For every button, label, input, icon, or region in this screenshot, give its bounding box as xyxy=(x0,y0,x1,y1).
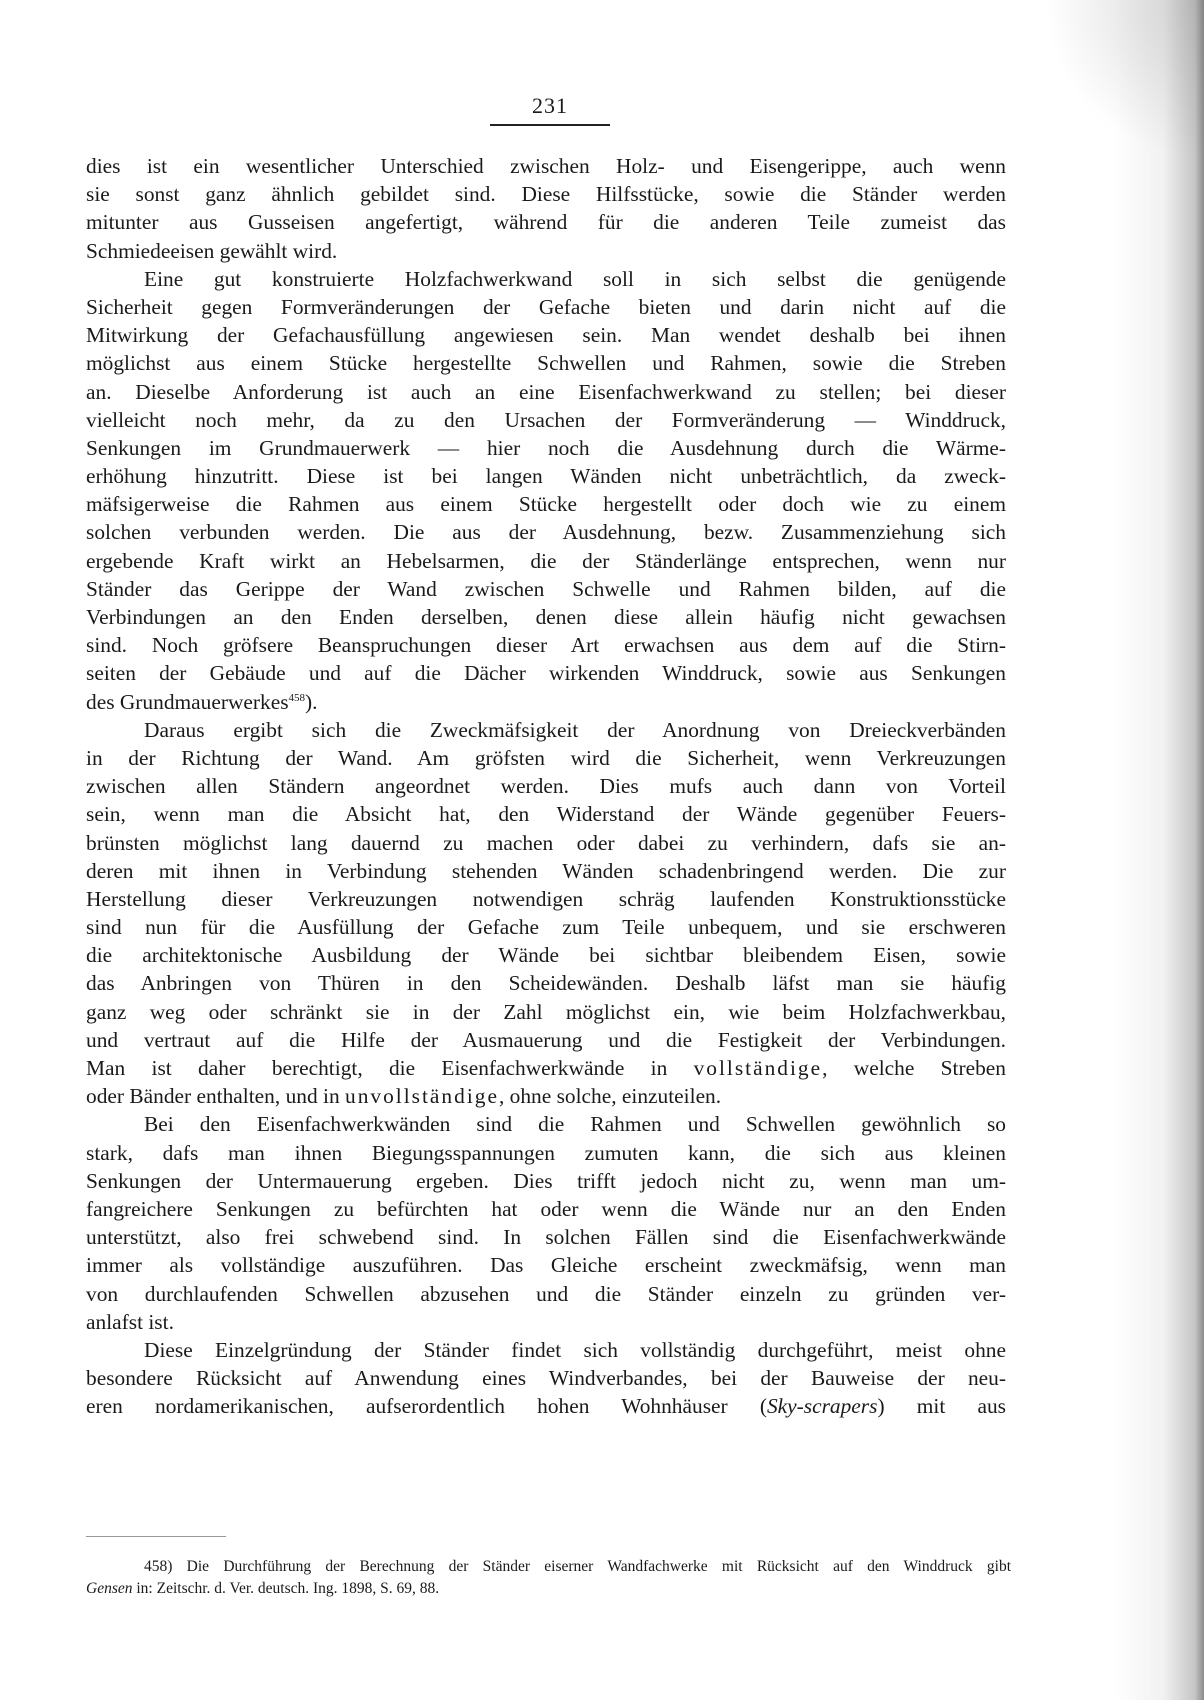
text-line: Eine gut konstruierte Holzfachwerkwand soll in sich selbst die genügende xyxy=(144,266,1006,291)
text-line: sie sonst ganz ähnlich gebildet sind. Diese Hilfsstücke, sowie die Ständer werden xyxy=(86,182,1006,207)
text-line: von durchlaufenden Schwellen abzusehen und die Ständer einzeln zu gründen ver- xyxy=(86,1281,1006,1306)
emphasized-term: vollständige xyxy=(693,1056,823,1080)
text-line: dies ist ein wesentlicher Unterschied zwischen Holz- und Eisengerippe, auch wenn xyxy=(86,154,1006,178)
text-line: Herstellung dieser Verkreuzungen notwendigen schräg laufenden Konstruktionsstücke xyxy=(86,886,1006,911)
text-line: deren mit ihnen in Verbindung stehenden Wänden schadenbringend werden. Die zur xyxy=(86,858,1006,883)
text-line: brünsten möglichst lang dauernd zu machen oder dabei zu verhindern, dafs sie an- xyxy=(86,830,1006,855)
scan-shadow-corner xyxy=(1044,0,1204,160)
text-line xyxy=(86,1082,1006,1110)
text-line xyxy=(86,1054,1006,1082)
text-line: Mitwirkung der Gefachausfüllung angewiesen sein. Man wendet deshalb bei ihnen xyxy=(86,323,1006,348)
footnote-text: ) Die Durchführung der Berechnung der Ständer eiserner Wandfachwerke mit Rücksicht auf den Winddruck gibt xyxy=(167,1558,1011,1575)
text-line: in der Richtung der Wand. Am gröfsten wird die Sicherheit, wenn Verkreuzungen xyxy=(86,745,1006,770)
text-line: Verbindungen an den Enden derselben, denen diese allein häufig nicht gewachsen xyxy=(86,605,1006,629)
paragraph-5 xyxy=(86,1336,1006,1421)
text-line: ganz weg oder schränkt sie in der Zahl möglichst ein, wie beim Holzfachwerkbau, xyxy=(86,999,1006,1024)
text-fragment: eren nordamerikanischen, aufserordentlich hohen Wohnhäuser ( xyxy=(86,1394,767,1419)
text-line: stark, dafs man ihnen Biegungsspannungen zumuten kann, die sich aus kleinen xyxy=(86,1140,1006,1165)
text-line: besondere Rücksicht auf Anwendung eines Windverbandes, bei der Bauweise der neu- xyxy=(86,1366,1006,1391)
text-line: Diese Einzelgründung der Ständer findet sich vollständig durchgeführt, meist ohne xyxy=(144,1337,1006,1362)
text-line: Sicherheit gegen Formveränderungen der Gefache bieten und darin nicht auf die xyxy=(86,294,1006,319)
page-number-rule xyxy=(490,124,610,126)
scan-shadow-edge xyxy=(1114,0,1204,1700)
footnote-text: in: Zeitschr. d. Ver. deutsch. Ing. 1898, S. 69, 88. xyxy=(132,1580,440,1597)
text-line: an. Dieselbe Anforderung ist auch an eine Eisenfachwerkwand zu stellen; bei dieser xyxy=(86,379,1006,404)
text-line: fangreichere Senkungen zu befürchten hat oder wenn die Wände nur an den Enden xyxy=(86,1196,1006,1221)
page-header xyxy=(490,92,610,126)
text-fragment: , ohne solche, einzuteilen. xyxy=(498,1084,722,1109)
text-line: Schmiedeeisen gewählt wird. xyxy=(86,238,338,263)
paragraph-2 xyxy=(86,265,1006,716)
italic-term: Sky-scrapers xyxy=(766,1394,878,1419)
text-line: das Anbringen von Thüren in den Scheidewänden. Deshalb läfst man sie häufig xyxy=(86,971,1006,996)
text-line: möglichst aus einem Stücke hergestellte Schwellen und Rahmen, sowie die Streben xyxy=(86,351,1006,376)
text-line: mitunter aus Gusseisen angefertigt, während für die anderen Teile zumeist das xyxy=(86,210,1006,235)
text-line: Bei den Eisenfachwerkwänden sind die Rahmen und Schwellen gewöhnlich so xyxy=(144,1112,1006,1137)
text-fragment: ) mit aus xyxy=(877,1394,1007,1419)
text-line: sind nun für die Ausfüllung der Gefache zum Teile unbequem, und sie erschweren xyxy=(86,915,1006,940)
text-line: vielleicht noch mehr, da zu den Ursachen der Formveränderung — Winddruck, xyxy=(86,407,1006,432)
text-line xyxy=(86,1392,1006,1420)
footnote-author: Gensen xyxy=(86,1580,133,1597)
text-line: Ständer das Gerippe der Wand zwischen Schwelle und Rahmen bilden, auf die xyxy=(86,576,1006,601)
text-line: solchen verbunden werden. Die aus der Ausdehnung, bezw. Zusammenziehung sich xyxy=(86,520,1006,545)
footnote-line xyxy=(86,1556,1011,1578)
text-line: anlafst ist. xyxy=(86,1309,174,1334)
text-line: unterstützt, also frei schwebend sind. In solchen Fällen sind die Eisenfachwerkwände xyxy=(86,1225,1006,1250)
text-line: sein, wenn man die Absicht hat, den Widerstand der Wände gegenüber Feuers- xyxy=(86,802,1006,827)
page-number: 231 xyxy=(532,93,568,118)
text-line xyxy=(86,688,1006,716)
text-line: und vertraut auf die Hilfe der Ausmauerung und die Festigkeit der Verbindungen. xyxy=(86,1027,1006,1052)
text-line: zwischen allen Ständern angeordnet werden. Dies mufs auch dann von Vorteil xyxy=(86,774,1006,799)
text-line: Senkungen im Grundmauerwerk — hier noch die Ausdehnung durch die Wärme- xyxy=(86,435,1006,460)
paragraph-1 xyxy=(86,152,1006,265)
footnote-separator xyxy=(86,1536,226,1537)
text-fragment: , welche Streben xyxy=(822,1056,1006,1080)
emphasized-term: unvollständige xyxy=(345,1084,499,1109)
footnotes xyxy=(86,1556,1011,1600)
paragraph-4 xyxy=(86,1110,1006,1336)
text-line: seiten der Gebäude und auf die Dächer wirkenden Winddruck, sowie aus Senkungen xyxy=(86,661,1006,686)
text-fragment: oder Bänder enthalten, und in xyxy=(86,1084,345,1109)
text-line: Senkungen der Untermauerung ergeben. Dies trifft jedoch nicht zu, wenn man um- xyxy=(86,1168,1006,1193)
text-line: Daraus ergibt sich die Zweckmäfsigkeit der Anordnung von Dreieckverbänden xyxy=(144,717,1006,742)
paragraph-3 xyxy=(86,716,1006,1111)
text-fragment: Man ist daher berechtigt, die Eisenfachwerkwände in xyxy=(86,1056,694,1080)
text-fragment: ). xyxy=(305,689,318,714)
footnote-number: 458 xyxy=(144,1558,168,1575)
body-text xyxy=(86,152,1006,1420)
footnote-line xyxy=(86,1578,1011,1600)
text-line: die architektonische Ausbildung der Wände bei sichtbar bleibendem Eisen, sowie xyxy=(86,943,1006,968)
text-fragment: des Grundmauerwerkes xyxy=(86,689,289,714)
text-line: ergebende Kraft wirkt an Hebelsarmen, die der Ständerlänge entsprechen, wenn nur xyxy=(86,548,1006,573)
text-line: sind. Noch gröfsere Beanspruchungen dieser Art erwachsen aus dem auf die Stirn- xyxy=(86,633,1006,658)
footnote-reference[interactable]: 458 xyxy=(288,691,306,704)
text-line: mäfsigerweise die Rahmen aus einem Stücke hergestellt oder doch wie zu einem xyxy=(86,492,1006,517)
text-line: erhöhung hinzutritt. Diese ist bei langen Wänden nicht unbeträchtlich, da zweck- xyxy=(86,464,1006,489)
text-line: immer als vollständige auszuführen. Das Gleiche erscheint zweckmäfsig, wenn man xyxy=(86,1253,1006,1278)
